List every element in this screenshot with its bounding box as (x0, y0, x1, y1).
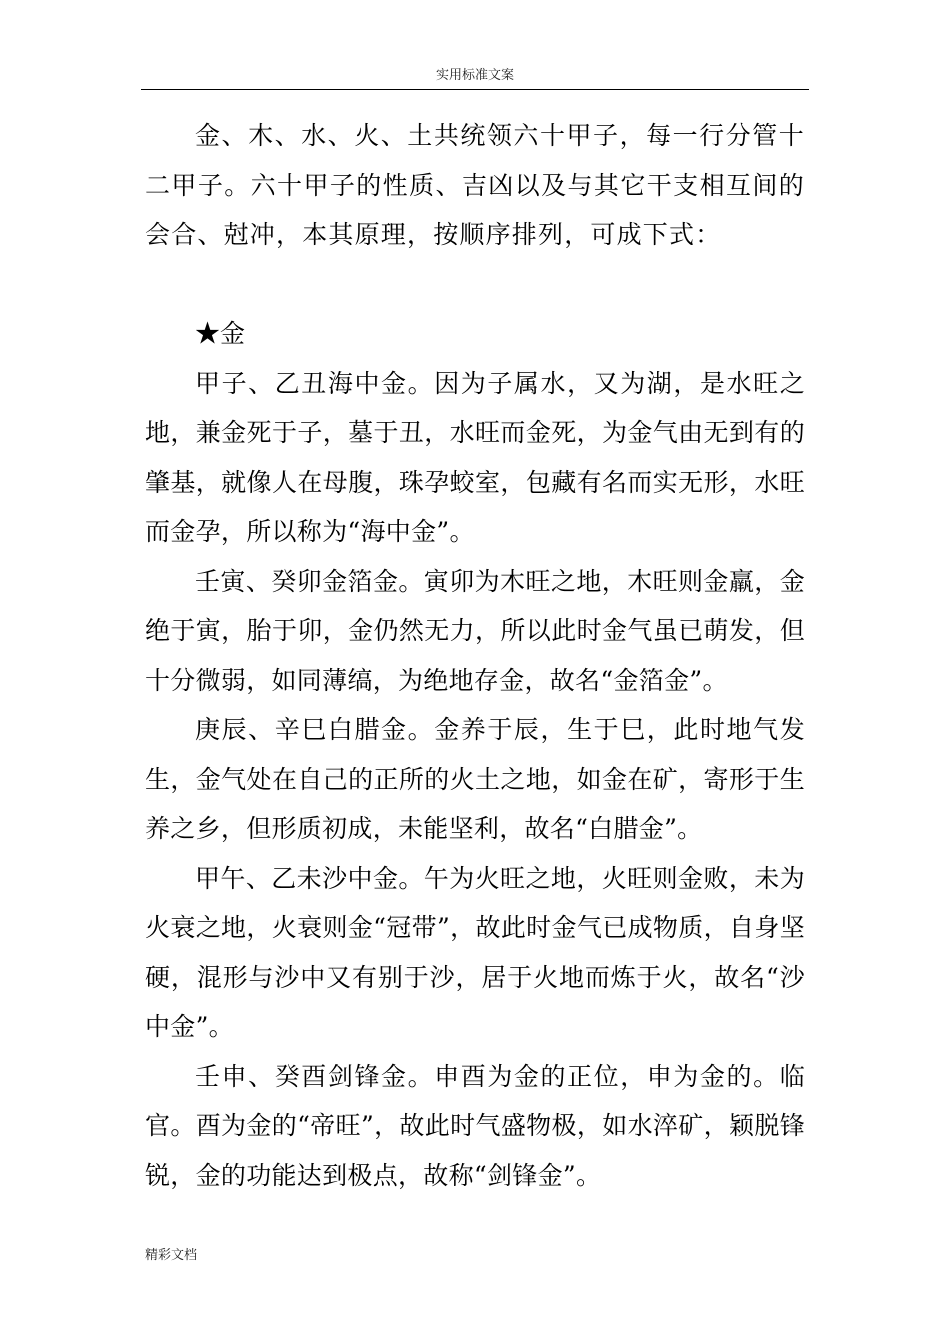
paragraph-jian-feng-jin: 壬申、癸酉剑锋金。申酉为金的正位，申为金的。临官。酉为金的“帝旺”，故此时气盛物极，如水淬矿，颖脱锋锐，金的功能达到极点，故称“剑锋金”。 (145, 1061, 805, 1190)
paragraph-sha-zhong-jin: 甲午、乙未沙中金。午为火旺之地，火旺则金败，未为火衰之地，火衰则金“冠带”，故此时金气已成物质，自身坚硬，混形与沙中又有别于沙，居于火地而炼于火，故名“沙中金”。 (145, 863, 805, 1041)
paragraph-bai-la-jin: 庚辰、辛巳白腊金。金养于辰，生于巳，此时地气发生，金气处在自己的正所的火土之地，如金在矿，寄形于生养之乡，但形质初成，未能坚利，故名“白腊金”。 (145, 715, 805, 843)
document-body (145, 111, 805, 1200)
paragraph-jin-bo-jin: 壬寅、癸卯金箔金。寅卯为木旺之地，木旺则金羸，金绝于寅，胎于卯，金仍然无力，所以此时金气虽已萌发，但十分微弱，如同薄缟，为绝地存金，故名“金箔金”。 (145, 566, 805, 695)
page-header: 实用标准文案 (435, 68, 514, 83)
header-divider (141, 89, 809, 90)
page-footer: 精彩文档 (145, 1248, 198, 1263)
blank-line (145, 260, 805, 310)
section-heading: ★金 (195, 319, 246, 348)
intro-paragraph: 金、木、水、火、土共统领六十甲子，每一行分管十二甲子。六十甲子的性质、吉凶以及与其它干支相互间的会合、尅冲，本其原理，按顺序排列，可成下式： (145, 121, 805, 249)
paragraph-hai-zhong-jin: 甲子、乙丑海中金。因为子属水，又为湖，是水旺之地，兼金死于子，墓于丑，水旺而金死，为金气由无到有的肇基，就像人在母腹，珠孕蛟室，包藏有名而实无形，水旺而金孕，所以称为“海中金”。 (145, 368, 805, 546)
